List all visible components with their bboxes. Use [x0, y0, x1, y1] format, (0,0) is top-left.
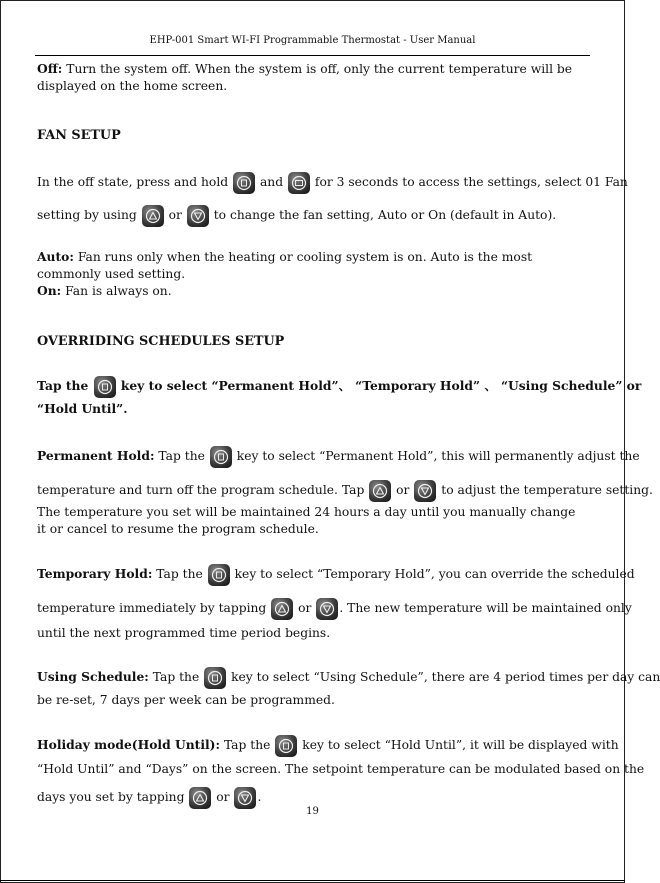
page-number: 19 — [306, 806, 319, 817]
text-run: key to select “Permanent Hold”、 “Temporary Hold” 、 “Using Schedule” or — [116, 378, 642, 393]
temporary-hold-line-1 — [37, 562, 635, 586]
fan-setup-line-1 — [37, 170, 628, 194]
menu-key-icon — [233, 172, 255, 194]
text-run: . — [257, 790, 262, 804]
text-run: for 3 seconds to access the settings, select 01 Fan — [310, 175, 628, 189]
mode-key-icon — [288, 172, 310, 194]
fan-setup-heading: FAN SETUP — [37, 128, 121, 143]
text-run: Tap the — [148, 670, 204, 684]
text-run: Tap the — [220, 738, 275, 752]
temporary-hold-label: Temporary Hold: — [37, 566, 153, 581]
holiday-mode-line-2: “Hold Until” and “Days” on the screen. The setpoint temperature can be modulated based on the — [37, 762, 645, 776]
text-run: key to select “Permanent Hold”, this will permanently adjust the — [232, 449, 640, 463]
running-header: EHP-001 Smart WI-FI Programmable Thermostat - User Manual — [149, 35, 476, 46]
text-run: In the off state, press and hold — [37, 175, 233, 189]
text-run: Tap the — [37, 378, 93, 393]
using-schedule-line-1 — [37, 665, 660, 689]
temporary-hold-line-2 — [37, 596, 632, 620]
text-run: key to select “Using Schedule”, there are 4 period times per day can — [227, 670, 660, 684]
text-run: and — [256, 175, 287, 189]
bottom-rule — [0, 880, 625, 881]
text-run: to adjust the temperature setting. — [437, 483, 653, 497]
down-arrow-key-icon — [414, 480, 436, 502]
using-schedule-line-2: be re-set, 7 days per week can be programmed. — [37, 693, 335, 707]
header-rule — [35, 55, 590, 56]
menu-key-icon — [275, 735, 297, 757]
fan-setup-line-2 — [37, 203, 556, 227]
menu-key-icon — [210, 446, 232, 468]
up-arrow-key-icon — [142, 205, 164, 227]
menu-key-icon — [94, 376, 116, 398]
up-arrow-key-icon — [369, 480, 391, 502]
text-run: temperature immediately by tapping — [37, 601, 271, 615]
permanent-hold-rest: The temperature you set will be maintained 24 hours a day until you manually change it or cancel to resume the program schedule. — [37, 505, 576, 536]
off-text: Turn the system off. When the system is off, only the current temperature will be displayed on the home screen. — [37, 62, 573, 93]
up-arrow-key-icon — [271, 598, 293, 620]
text-run: to change the fan setting, Auto or On (default in Auto). — [209, 208, 557, 222]
text-run: days you set by tapping — [37, 790, 189, 804]
temporary-hold-line-3: until the next programmed time period begins. — [37, 626, 331, 640]
text-run: or — [164, 208, 186, 222]
holiday-mode-line-1 — [37, 733, 619, 757]
holiday-mode-label: Holiday mode(Hold Until): — [37, 737, 221, 752]
text-run: . The new temperature will be maintained only — [339, 601, 632, 615]
on-text: Fan is always on. — [61, 284, 172, 298]
using-schedule-label: Using Schedule: — [37, 669, 149, 684]
text-run: temperature and turn off the program schedule. Tap — [37, 483, 369, 497]
permanent-hold-label: Permanent Hold: — [37, 448, 155, 463]
off-paragraph — [37, 60, 587, 95]
overriding-intro-line-1 — [37, 374, 641, 398]
menu-key-icon — [208, 564, 230, 586]
on-label: On: — [37, 283, 62, 298]
menu-key-icon — [204, 667, 226, 689]
on-paragraph — [37, 282, 587, 300]
text-run: key to select “Temporary Hold”, you can override the scheduled — [230, 567, 635, 581]
down-arrow-key-icon — [316, 598, 338, 620]
overriding-intro-line-2: “Hold Until”. — [37, 401, 128, 416]
text-run: Tap the — [154, 449, 209, 463]
auto-text: Fan runs only when the heating or cooling system is on. Auto is the most commonly used setting. — [37, 250, 533, 281]
permanent-hold-line-1 — [37, 444, 640, 468]
text-run: Tap the — [152, 567, 207, 581]
permanent-hold-line-2 — [37, 478, 653, 502]
text-run: setting by using — [37, 208, 141, 222]
overriding-schedules-heading: OVERRIDING SCHEDULES SETUP — [37, 334, 285, 349]
auto-paragraph — [37, 248, 587, 283]
off-label: Off: — [37, 61, 63, 76]
text-run: or — [392, 483, 414, 497]
text-run: or — [294, 601, 316, 615]
text-run: key to select “Hold Until”, it will be displayed with — [298, 738, 619, 752]
text-run: or — [212, 790, 234, 804]
down-arrow-key-icon — [187, 205, 209, 227]
auto-label: Auto: — [37, 249, 74, 264]
